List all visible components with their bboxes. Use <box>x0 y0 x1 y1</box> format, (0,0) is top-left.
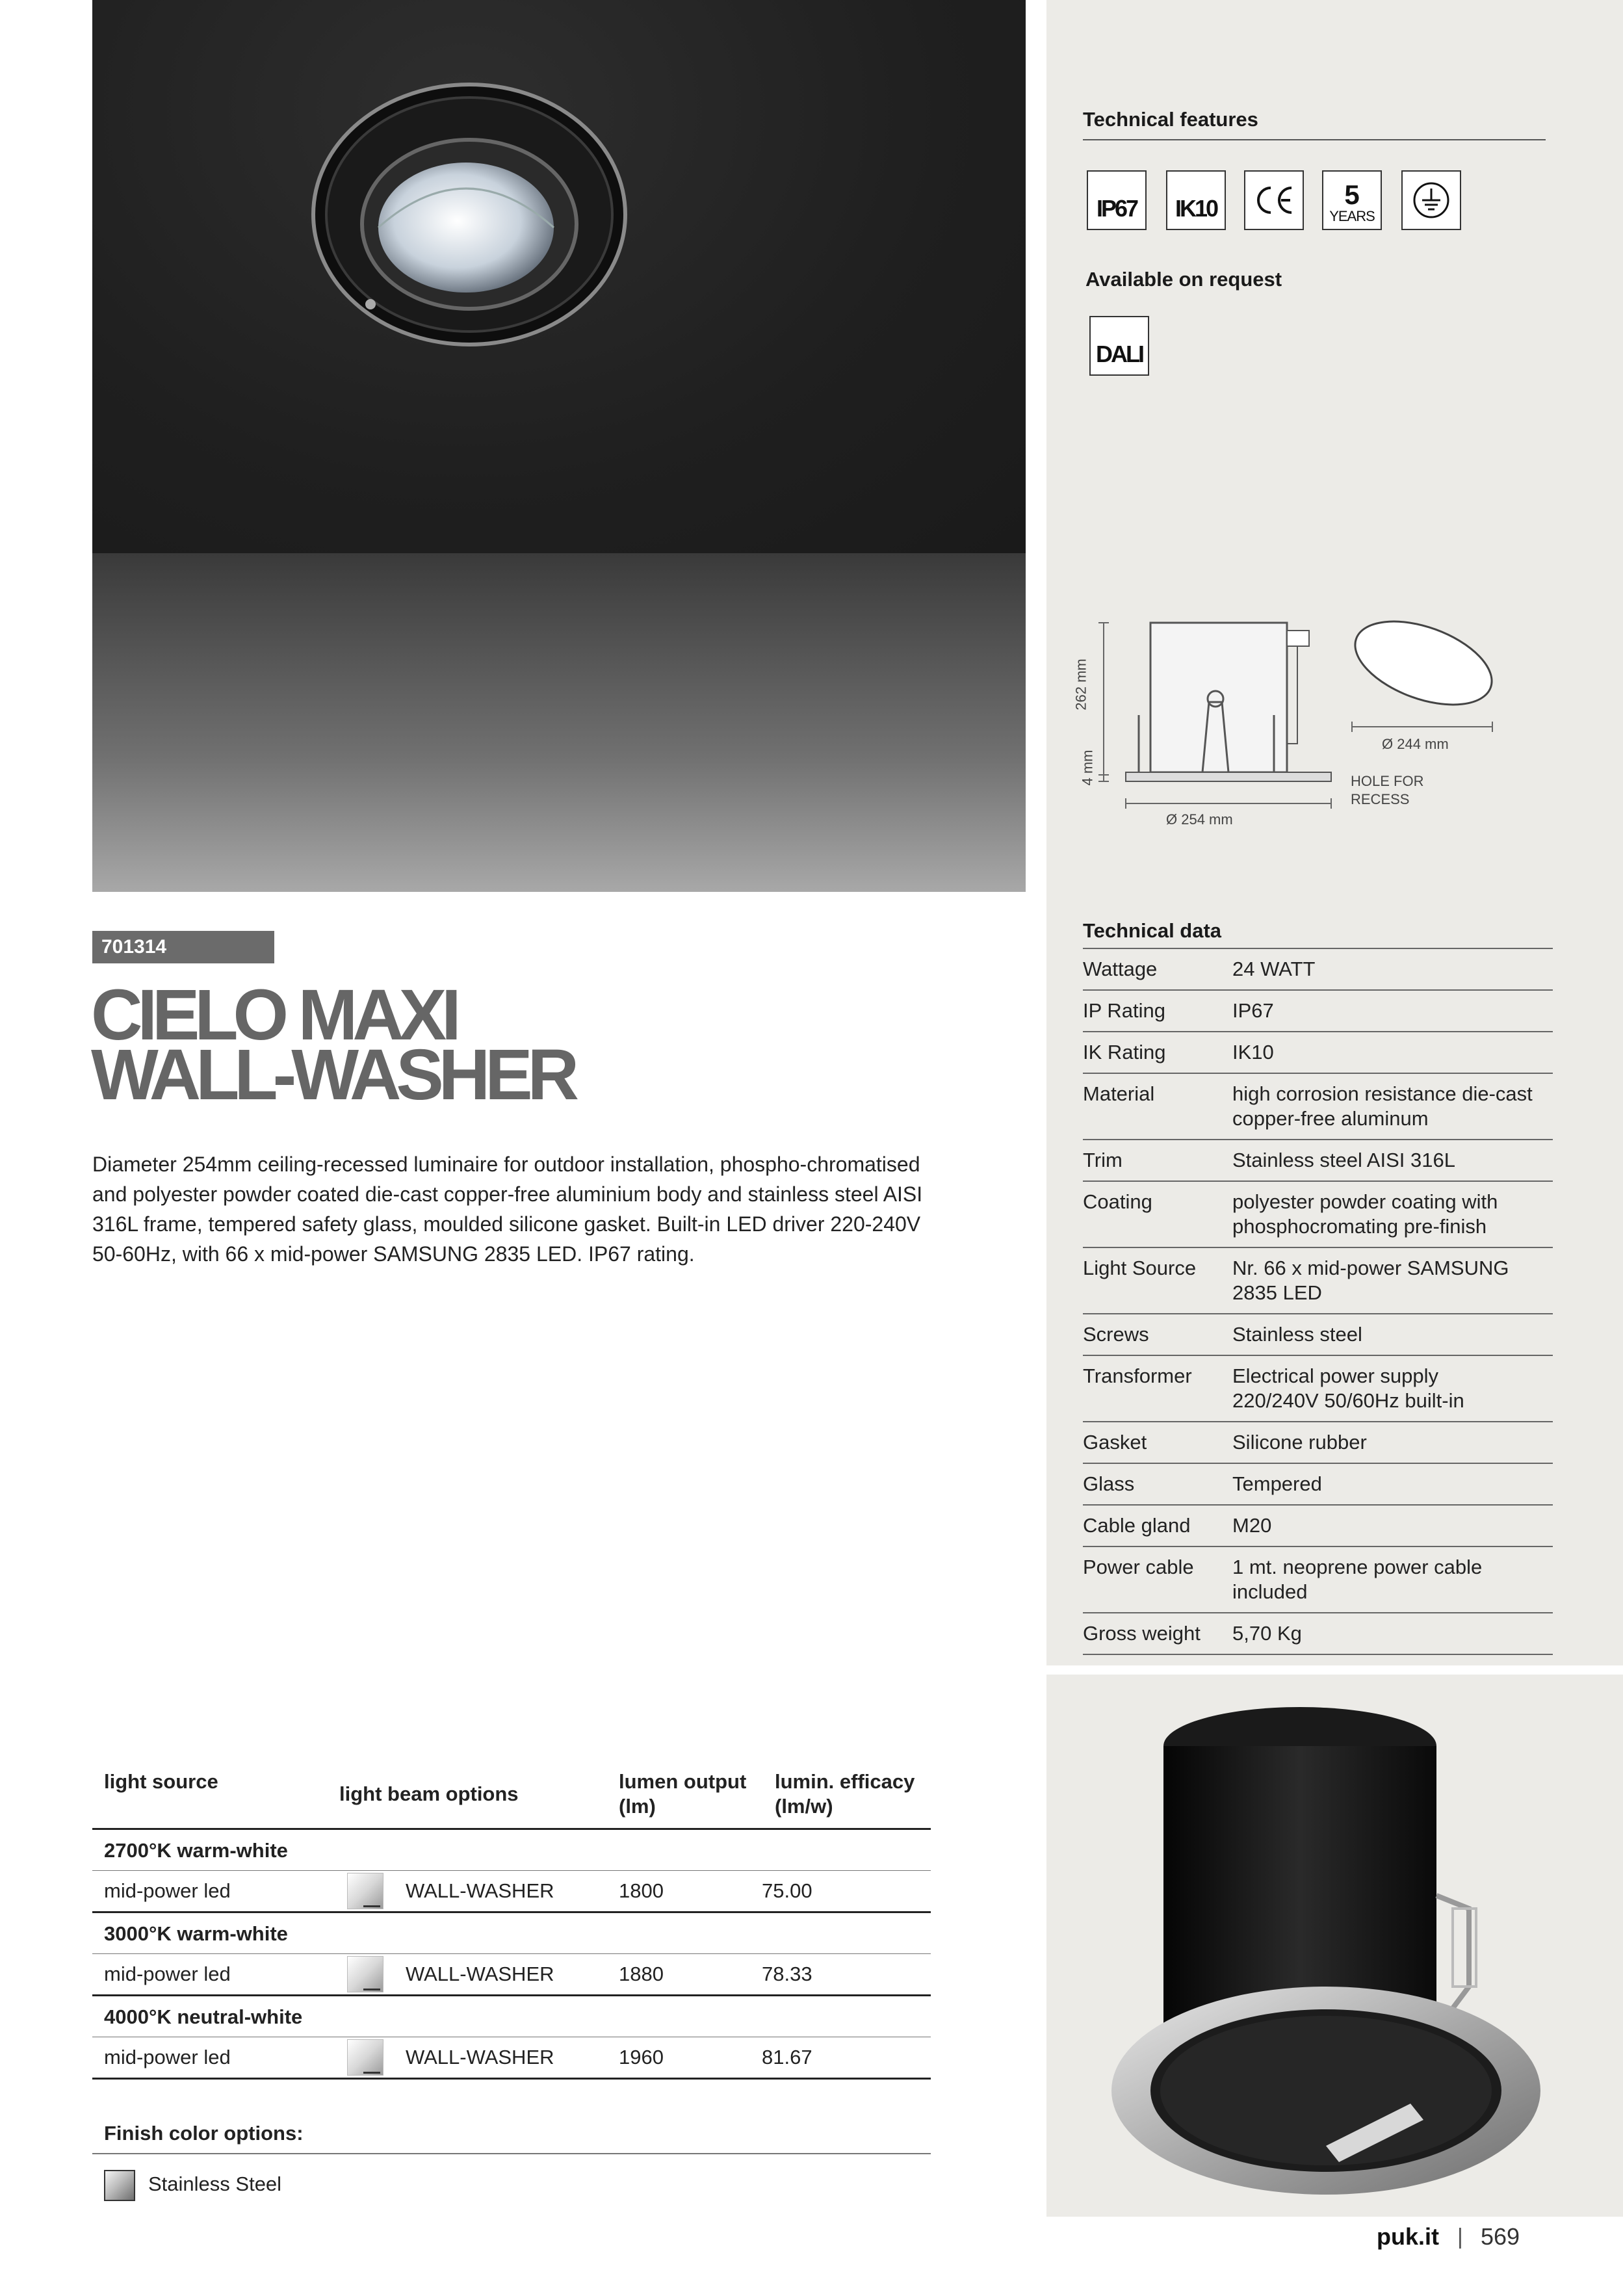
page-number: 569 <box>1481 2223 1520 2250</box>
footer-separator: | <box>1457 2224 1463 2249</box>
dali-icon: DALI <box>1089 316 1149 376</box>
product-title-line2: WALL-WASHER <box>91 1035 575 1115</box>
product-installed-photo <box>92 0 1026 892</box>
tech-row-ip-rating: IP Rating IP67 <box>1083 989 1553 1031</box>
ce-mark-icon <box>1244 170 1304 230</box>
dimension-flange: 4 mm <box>1079 750 1096 786</box>
product-code-badge: 701314 <box>92 931 274 963</box>
table-row: mid-power led WALL-WASHER 1960 81.67 <box>92 2037 931 2080</box>
wall-washer-beam-icon <box>347 1873 383 1909</box>
ik10-icon: IK10 <box>1166 170 1226 230</box>
tech-row-cable-gland: Cable gland M20 <box>1083 1504 1553 1546</box>
group-3000k: 3000°K warm-white <box>92 1913 931 1954</box>
finish-option-label: Stainless Steel <box>148 2172 282 2195</box>
tech-row-wattage: Wattage 24 WATT <box>1083 948 1553 989</box>
earth-ground-icon <box>1401 170 1461 230</box>
product-photo <box>1046 1675 1623 2217</box>
finish-options-title: Finish color options: <box>104 2122 304 2145</box>
ce-mark-glyph <box>1251 184 1297 216</box>
light-table-header <box>92 1769 931 1830</box>
table-row: mid-power led WALL-WASHER 1800 75.00 <box>92 1871 931 1913</box>
footer-brand: puk.it <box>1377 2223 1439 2250</box>
product-title-line1: CIELO MAXI <box>91 975 456 1055</box>
ip67-icon: IP67 <box>1087 170 1147 230</box>
header-luminous-efficacy: lumin. efficacy (lm/w) <box>775 1770 915 1818</box>
technical-drawing <box>1079 611 1508 826</box>
tech-row-screws: Screws Stainless steel <box>1083 1313 1553 1355</box>
tech-row-glass: Glass Tempered <box>1083 1463 1553 1504</box>
product-title <box>91 975 871 1115</box>
tech-row-trim: Trim Stainless steel AISI 316L <box>1083 1139 1553 1181</box>
tech-row-ik-rating: IK Rating IK10 <box>1083 1031 1553 1073</box>
tech-row-material: Material high corrosion resistance die-cast copper-free aluminum <box>1083 1073 1553 1139</box>
tech-row-power-cable: Power cable 1 mt. neoprene power cable included <box>1083 1546 1553 1612</box>
tech-row-light-source: Light Source Nr. 66 x mid-power SAMSUNG 2835 LED <box>1083 1247 1553 1313</box>
technical-data-table <box>1083 948 1553 1655</box>
table-row: mid-power led WALL-WASHER 1880 78.33 <box>92 1954 931 1996</box>
dimension-hole-diameter: Ø 244 mm <box>1382 736 1449 752</box>
warranty-5-years-icon: 5 YEARS <box>1322 170 1382 230</box>
tech-row-gasket: Gasket Silicone rubber <box>1083 1421 1553 1463</box>
dimension-height: 262 mm <box>1072 659 1089 711</box>
luminaire-illustration <box>92 0 1026 892</box>
stainless-steel-swatch <box>104 2170 135 2201</box>
wall-washer-beam-icon <box>347 2039 383 2076</box>
product-description: Diameter 254mm ceiling-recessed luminaire for outdoor installation, phospho-chromatised and polyester powder coated die-cast copper-free aluminium body and stainless steel AISI 316L frame, tempered safety glass, moulded silicone gasket. Built-in LED driver 220-240V 50-60Hz, with 66 x mid-power SAMSUNG 2835 LED. IP67 rating. <box>92 1153 923 1266</box>
finish-rule <box>92 2153 931 2154</box>
dimension-diameter: Ø 254 mm <box>1166 811 1233 828</box>
header-light-source: light source <box>104 1770 218 1793</box>
product-photo-panel <box>1046 1675 1623 2217</box>
technical-data-title: Technical data <box>1083 919 1222 942</box>
earth-ground-glyph <box>1412 181 1451 220</box>
technical-features-title: Technical features <box>1083 108 1258 131</box>
header-light-beam: light beam options <box>339 1782 519 1805</box>
group-4000k: 4000°K neutral-white <box>92 1996 931 2037</box>
light-source-table <box>92 1769 931 2080</box>
group-2700k: 2700°K warm-white <box>92 1830 931 1871</box>
hole-for-recess-label: HOLE FOR RECESS <box>1351 773 1424 807</box>
tech-row-coating: Coating polyester powder coating with phosphocromating pre-finish <box>1083 1181 1553 1247</box>
wall-washer-beam-icon <box>347 1956 383 1992</box>
tech-row-gross-weight: Gross weight 5,70 Kg <box>1083 1612 1553 1654</box>
technical-features-rule <box>1083 139 1546 140</box>
header-lumen-output: lumen output (lm) <box>619 1770 747 1818</box>
available-on-request-title: Available on request <box>1085 268 1282 291</box>
tech-table-bottom-rule <box>1083 1654 1553 1655</box>
tech-row-transformer: Transformer Electrical power supply 220/240V 50/60Hz built-in <box>1083 1355 1553 1421</box>
